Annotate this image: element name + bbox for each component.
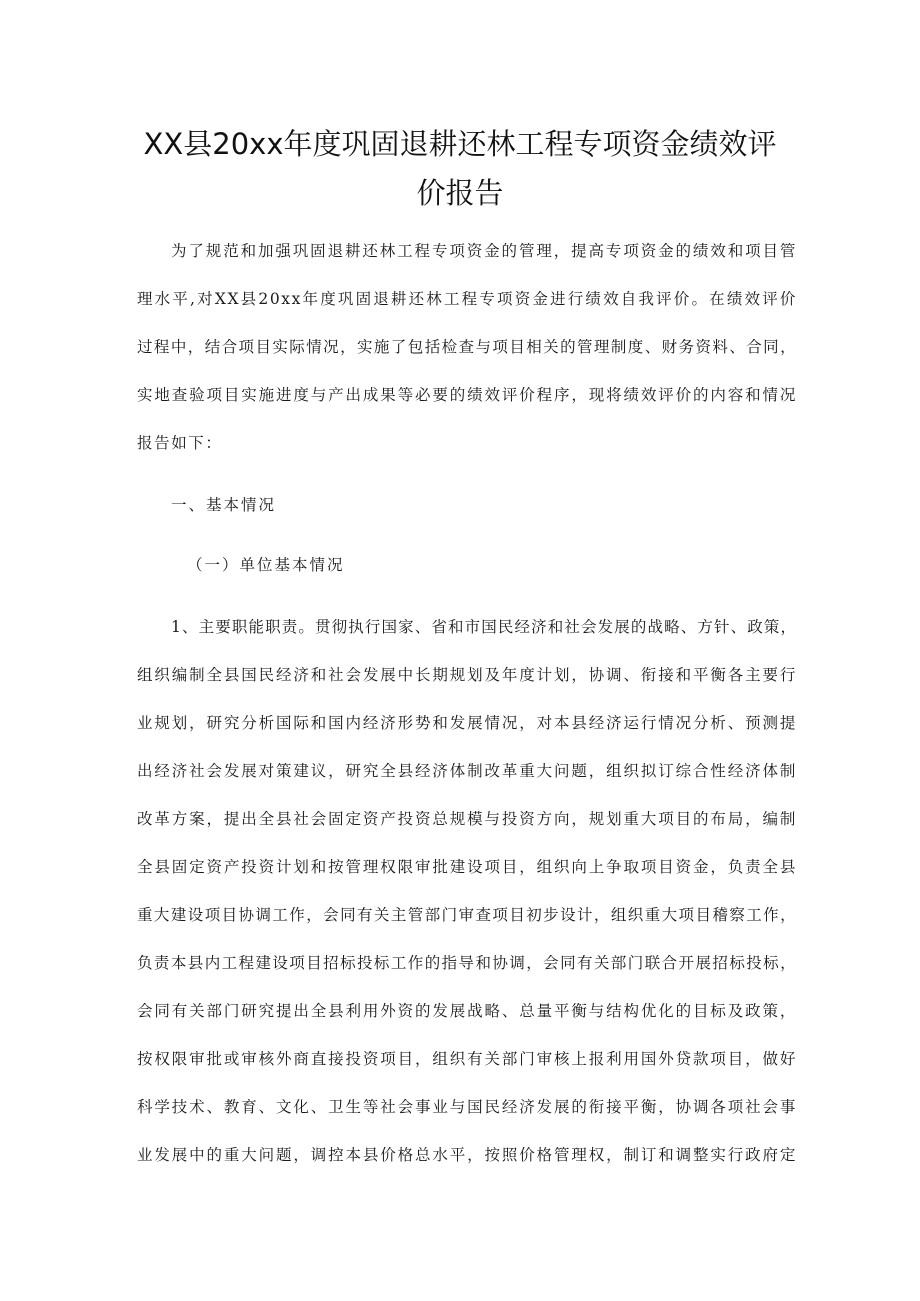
document-title-line-1: XX县20xx年度巩固退耕还林工程专项资金绩效评 bbox=[143, 127, 777, 161]
item-line: 按权限审批或审核外商直接投资项目，组织有关部门审核上报利用国外贷款项目，做好 bbox=[137, 1050, 797, 1068]
intro-line: 理水平,对XX县20xx年度巩固退耕还林工程专项资金进行绩效自我评价。在绩效评价 bbox=[137, 290, 797, 308]
document-title-line-2: 价报告 bbox=[416, 176, 504, 210]
item-line: 重大建设项目协调工作，会同有关主管部门审查项目初步设计，组织重大项目稽察工作， bbox=[137, 906, 797, 924]
section-heading: 一、基本情况 bbox=[171, 496, 277, 514]
item-line: 科学技术、教育、文化、卫生等社会事业与国民经济发展的衔接平衡，协调各项社会事 bbox=[137, 1098, 797, 1116]
item-line: 会同有关部门研究提出全县利用外资的发展战略、总量平衡与结构优化的目标及政策， bbox=[137, 1002, 797, 1020]
item-line: 业规划，研究分析国际和国内经济形势和发展情况，对本县经济运行情况分析、预测提 bbox=[137, 714, 797, 732]
item-line: 1、主要职能职责。贯彻执行国家、省和市国民经济和社会发展的战略、方针、政策， bbox=[171, 618, 797, 636]
item-line: 负责本县内工程建设项目招标投标工作的指导和协调，会同有关部门联合开展招标投标， bbox=[137, 954, 797, 972]
item-line: 改革方案，提出全县社会固定资产投资总规模与投资方向，规划重大项目的布局，编制 bbox=[137, 810, 797, 828]
intro-line: 为了规范和加强巩固退耕还林工程专项资金的管理，提高专项资金的绩效和项目管 bbox=[171, 242, 797, 260]
item-line: 出经济社会发展对策建议，研究全县经济体制改革重大问题，组织拟订综合性经济体制 bbox=[137, 762, 797, 780]
item-line: 全县固定资产投资计划和按管理权限审批建设项目，组织向上争取项目资金，负责全县 bbox=[137, 858, 797, 876]
intro-line: 过程中，结合项目实际情况，实施了包括检查与项目相关的管理制度、财务资料、合同， bbox=[137, 338, 797, 356]
intro-line: 实地查验项目实施进度与产出成果等必要的绩效评价程序，现将绩效评价的内容和情况 bbox=[137, 386, 797, 404]
item-line: 业发展中的重大问题，调控本县价格总水平，按照价格管理权，制订和调整实行政府定 bbox=[137, 1146, 797, 1164]
intro-line: 报告如下： bbox=[137, 434, 223, 452]
item-line: 组织编制全县国民经济和社会发展中长期规划及年度计划，协调、衔接和平衡各主要行 bbox=[137, 666, 797, 684]
subsection-heading: （一）单位基本情况 bbox=[187, 556, 345, 574]
